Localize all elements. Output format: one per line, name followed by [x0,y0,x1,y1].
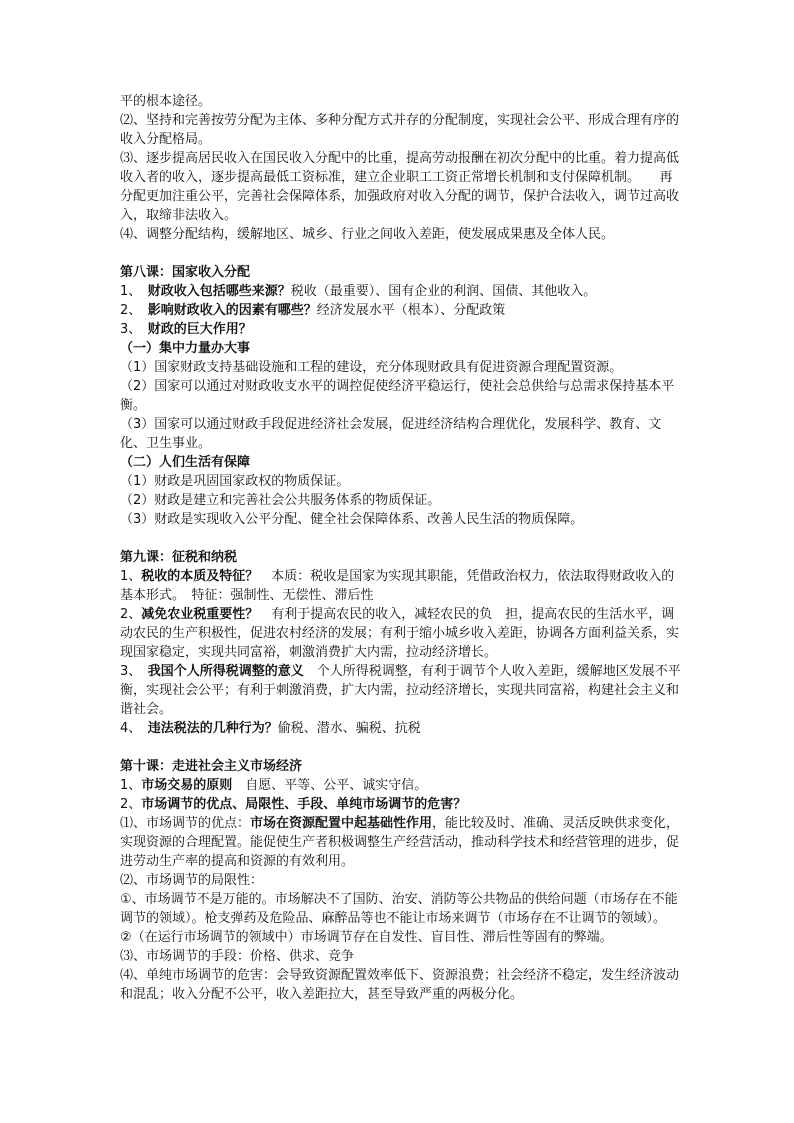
paragraph: ②（在运行市场调节的领域中）市场调节存在自发性、盲目性、滞后性等固有的弊端。 [120,930,613,945]
point-emphasis: 市场在资源配置中起基础性作用 [250,816,433,831]
point-prefix: ⑴、市场调节的优点： [120,816,251,831]
paragraph: ⑵、坚持和完善按劳分配为主体、多种分配方式并存的分配制度，实现社会公平、形成合理有序的收入分配格局。 [120,113,680,147]
question [120,719,684,738]
lesson-8-title: 第八课：国家收入分配 [120,265,251,280]
question-number: 2、 [120,797,142,812]
list-item: （2）国家可以通过对财政收支水平的调控促使经济平稳运行，使社会总供给与总需求保持基本平衡。 [120,379,675,413]
paragraph: ⑷、调整分配结构，缓解地区、城乡、行业之间收入差距，使发展成果惠及全体人民。 [120,227,615,242]
question-number: 3、 [120,322,148,337]
spacer [120,244,684,263]
question-label: 财政收入包括哪些来源？ [147,284,291,299]
question-answer: 经济发展水平（根本）、分配政策 [316,303,506,318]
spacer [120,738,684,757]
list-item: （1）国家财政支持基础设施和工程的建设，充分体现财政具有促进资源合理配置资源。 [120,360,623,375]
paragraph: ⑵、市场调节的局限性： [120,873,264,888]
question-label: 违法税法的几种行为？ [147,721,278,736]
paragraph: ⑶、市场调节的手段：价格、供求、竞争 [120,949,355,964]
lesson-9-title: 第九课：征税和纳税 [120,550,238,565]
question-label: 税收的本质及特征？ [141,569,259,584]
question-answer: 个人所得税调整，有利于调节个人收入差距，缓解地区发展不平衡，实现社会公平；有利于刺激消费，扩大内需，拉动经济增长，实现共同富裕，构建社会主义和谐社会。 [120,664,681,717]
question-number: 4、 [120,721,148,736]
question-label: 影响财政收入的因素有哪些？ [147,303,317,318]
question [120,282,684,301]
list-item: （3）国家可以通过财政手段促进经济社会发展，促进经济结构合理优化，发展科学、教育、文化、卫生事业。 [120,417,662,451]
question [120,662,684,719]
paragraph: ①、市场调节不是万能的。市场解决不了国防、治安、消防等公共物品的供给问题（市场存在不能调节的领域）。枪支弹药及危险品、麻醉品等也不能让市场来调节（市场存在不让调节的领域）。 [120,892,678,926]
list-item: （2）财政是建立和完善社会公共服务体系的物质保证。 [120,493,441,508]
paragraph [120,814,684,871]
question-answer: 税收（最重要）、国有企业的利润、国债、其他收入。 [290,284,597,299]
point-text: ，能比较及时、准确、灵活反映供求变化，实现资源的合理配置。能促使生产者积极调整生产经营活动，推动科学技术和经营管理的进步，促进劳动生产率的提高和资源的有效利用。 [120,816,680,869]
paragraph: ⑷、单纯市场调节的危害：会导致资源配置效率低下、资源浪费；社会经济不稳定，发生经济波动和混乱；收入分配不公平，收入差距拉大，甚至导致严重的两极分化。 [120,968,680,1002]
question-label: 市场交易的原则 [141,778,233,793]
question-number: 1、 [120,778,142,793]
question [120,567,684,605]
question-label: 市场调节的优点、局限性、手段、单纯市场调节的危害？ [141,797,467,812]
question-label: 财政的巨大作用？ [147,322,252,337]
question [120,776,684,795]
list-item: （1）财政是巩固国家政权的物质保证。 [120,474,350,489]
question [120,795,684,814]
question-answer: 本质：税收是国家为实现其职能，凭借政治权力，依法取得财政收入的基本形式。 特征：强制性、无偿性、滞后性 [120,569,675,603]
list-item: （3）财政是实现收入公平分配、健全社会保障体系、改善人民生活的物质保障。 [120,512,584,527]
question [120,605,684,662]
question-number: 1、 [120,284,148,299]
question-number: 3、 [120,664,148,679]
question-answer: 有利于提高农民的收入，减轻农民的负 担，提高农民的生活水平，调动农民的生产积极性，促进农村经济的发展；有利于缩小城乡收入差距，协调各方面利益关系，实现国家稳定，实现共同富裕，刺激消费扩大内需，拉动经济增长。 [120,607,680,660]
paragraph: ⑶、逐步提高居民收入在国民收入分配中的比重，提高劳动报酬在初次分配中的比重。着力提高低收入者的收入，逐步提高最低工资标准，建立企业职工工资正常增长机制和支付保障机制。 再分配更加注重公平，完善社会保障体系，加强政府对收入分配的调节，保护合法收入，调节过高收入，取缔非法收入。 [120,151,680,223]
question-label: 减免农业税重要性？ [141,607,259,622]
question [120,301,684,320]
subsection-title: （二）人们生活有保障 [120,455,251,470]
question-number: 1、 [120,569,142,584]
question-label: 我国个人所得税调整的意义 [147,664,304,679]
spacer [120,529,684,548]
lesson-10-title: 第十课：走进社会主义市场经济 [120,759,303,774]
question [120,320,684,339]
paragraph: 平的根本途径。 [120,94,212,109]
question-answer: 偷税、潜水、骗税、抗税 [277,721,421,736]
question-number: 2、 [120,303,148,318]
subsection-title: （一）集中力量办大事 [120,341,251,356]
question-answer: 自愿、平等、公平、诚实守信。 [232,778,428,793]
question-number: 2、 [120,607,142,622]
